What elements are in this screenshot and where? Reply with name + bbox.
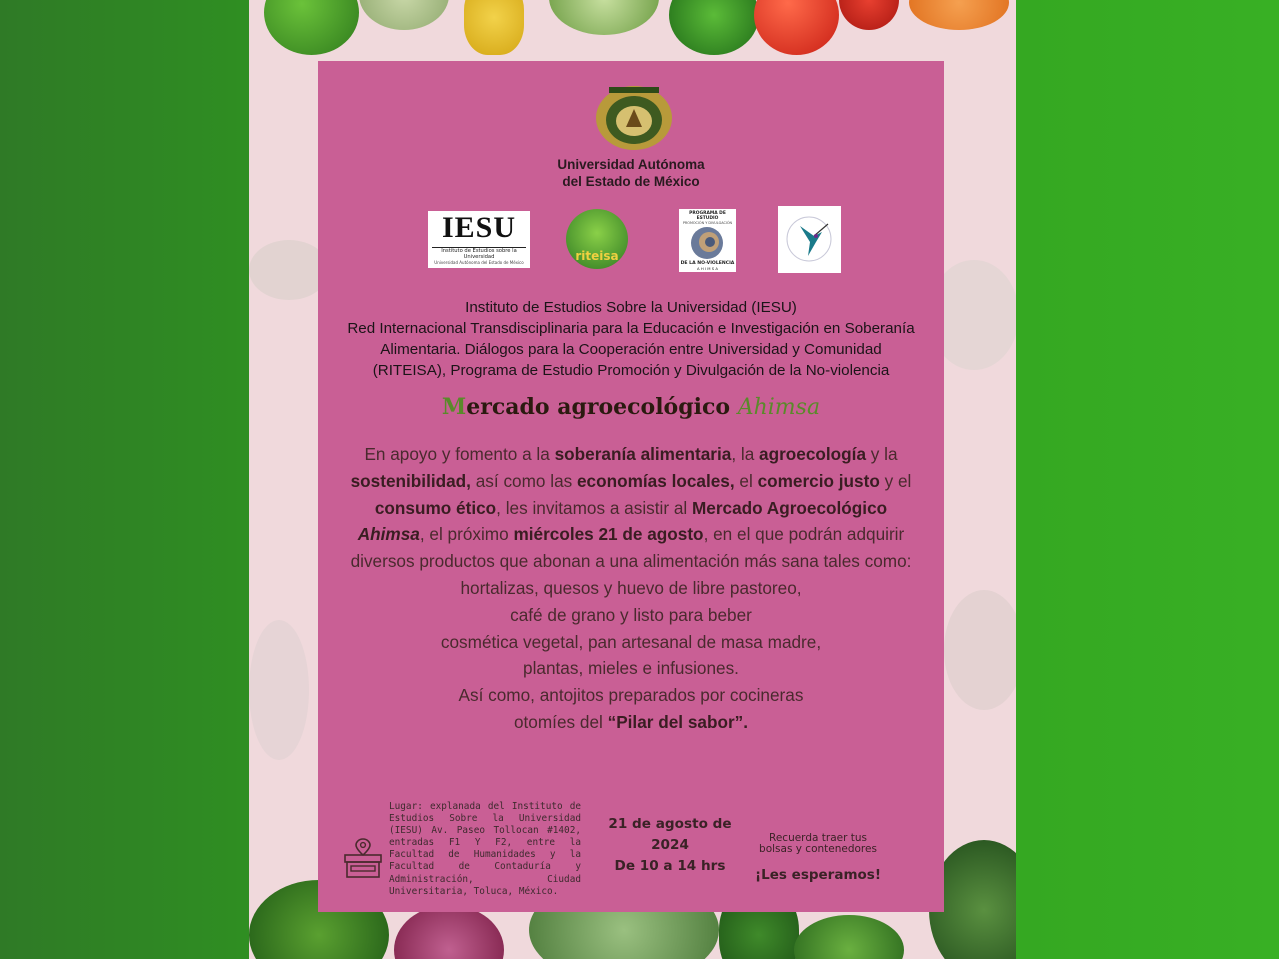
body-text-7: , les invitamos a asistir al [496, 497, 692, 518]
store-location-icon [342, 837, 384, 879]
riteisa-logo-mark: riteisa [575, 249, 619, 263]
product-line-5: Así como, antojitos preparados por cocineras [458, 685, 804, 706]
body-bold-7: Mercado Agroecológico [691, 497, 888, 518]
body-bold-3: sostenibilidad, [350, 470, 471, 491]
body-text-1: En apoyo y fomento a la [364, 444, 555, 464]
body-bold-italic: Ahimsa [357, 524, 420, 545]
body-bold-2: agroecología [759, 444, 866, 464]
bell-pepper-illustration [264, 0, 359, 55]
tomato-illustration-2 [839, 0, 899, 30]
pepper-faded-illustration [944, 590, 1016, 710]
university-seal-icon [595, 83, 673, 153]
invitation-text [342, 441, 920, 736]
event-date [600, 814, 740, 877]
ahimsa-logo-top1: PROGRAMA DE ESTUDIO [689, 211, 726, 221]
content-panel [318, 61, 944, 912]
ahimsa-logo-bottom1: DE LA NO-VIOLENCIA [680, 261, 735, 266]
event-date-line-2: 2024 [651, 837, 689, 853]
event-time: De 10 a 14 hrs [614, 858, 726, 874]
product-line-6a: otomíes del [513, 711, 608, 732]
body-bold-1: soberanía alimentaria [554, 444, 732, 464]
institution-line-1: Instituto de Estudios Sobre la Universidad (IESU) [465, 299, 797, 316]
university-name [318, 156, 944, 190]
reminder-line-2: bolsas y contenedores [759, 843, 877, 855]
event-date-line-1: 21 de agosto de [608, 816, 732, 832]
hummingbird-icon [778, 206, 841, 273]
closing-text: ¡Les esperamos! [755, 867, 881, 883]
institution-line-4: (RITEISA), Programa de Estudio Promoción y Divulgación de la No-violencia [372, 362, 890, 379]
product-line-3: cosmética vegetal, pan artesanal de masa madre, [440, 631, 822, 652]
ahimsa-logo-bottom2: A H I M S A [697, 266, 718, 271]
poster [249, 0, 1016, 959]
reminder-line-1: Recuerda traer tus [769, 832, 867, 844]
cabbage-illustration [359, 0, 449, 30]
body-text-3: y la [866, 444, 898, 464]
invitation-paragraph [342, 441, 920, 575]
product-line-6 [342, 709, 920, 736]
body-text-9: , en el que podrán adquirir diversos productos que abonan a una alimentación más sana tales como: [350, 524, 912, 572]
green-chili-illustration [669, 0, 759, 55]
peas-illustration [249, 240, 329, 300]
body-bold-4: economías locales, [577, 470, 735, 491]
leek-faded-illustration [249, 620, 309, 760]
body-text-5: el [734, 470, 758, 491]
institution-line-2: Red Internacional Transdisciplinaria para la Educación e Investigación en Soberanía [347, 320, 915, 337]
hummingbird-logo [778, 206, 841, 273]
title-ahimsa: Ahimsa [737, 395, 821, 420]
event-title [318, 394, 944, 420]
iesu-logo-mark: IESU [441, 211, 517, 244]
body-text-4: así como las [470, 470, 577, 491]
product-line-4: plantas, mieles e infusiones. [523, 658, 739, 679]
red-onion-illustration [394, 905, 504, 959]
corn-illustration [464, 0, 524, 55]
body-bold-5: comercio justo [757, 470, 880, 491]
iesu-logo [428, 211, 530, 268]
product-line-1: hortalizas, quesos y huevo de libre pastoreo, [460, 577, 802, 598]
body-text-6: y el [879, 470, 912, 491]
title-main: ercado agroecológico [466, 394, 738, 420]
institutions-block [318, 297, 944, 381]
ahimsa-logo-top2: PROMOCIÓN Y DIVULGACIÓN [682, 221, 733, 225]
nautilus-icon [679, 225, 736, 261]
event-location: Lugar: explanada del Instituto de Estudios Sobre la Universidad (IESU) Av. Paseo Tollocan #1402, entradas F1 Y F2, entre la Facultad de Humanidades y la Facultad de Contaduría y Administración, Ciudad Universitaria, Toluca, México. [389, 801, 581, 897]
carrot-illustration [909, 0, 1009, 30]
pilar-del-sabor: “Pilar del sabor”. [607, 711, 749, 732]
lettuce-illustration [549, 0, 659, 35]
title-first-letter: M [441, 394, 467, 420]
institution-line-3: Alimentaria. Diálogos para la Cooperación entre Universidad y Comunidad [380, 341, 882, 358]
body-bold-8: miércoles 21 de agosto [513, 524, 704, 545]
product-line-2: café de grano y listo para beber [510, 604, 752, 625]
body-text-8: , el próximo [419, 524, 514, 545]
tomato-illustration [754, 0, 839, 55]
iesu-logo-sub2: Universidad Autónoma del Estado de México [434, 260, 524, 265]
herbs-illustration [794, 915, 904, 959]
reminder-text [743, 833, 893, 855]
ahimsa-program-logo [679, 209, 736, 272]
riteisa-logo [566, 209, 628, 269]
university-line-2: del Estado de México [562, 174, 700, 189]
iesu-logo-sub1: Instituto de Estudios sobre la Universidad [432, 247, 526, 260]
body-text-2: , la [731, 444, 760, 464]
university-line-1: Universidad Autónoma [557, 157, 705, 172]
body-bold-6: consumo ético [374, 497, 497, 518]
